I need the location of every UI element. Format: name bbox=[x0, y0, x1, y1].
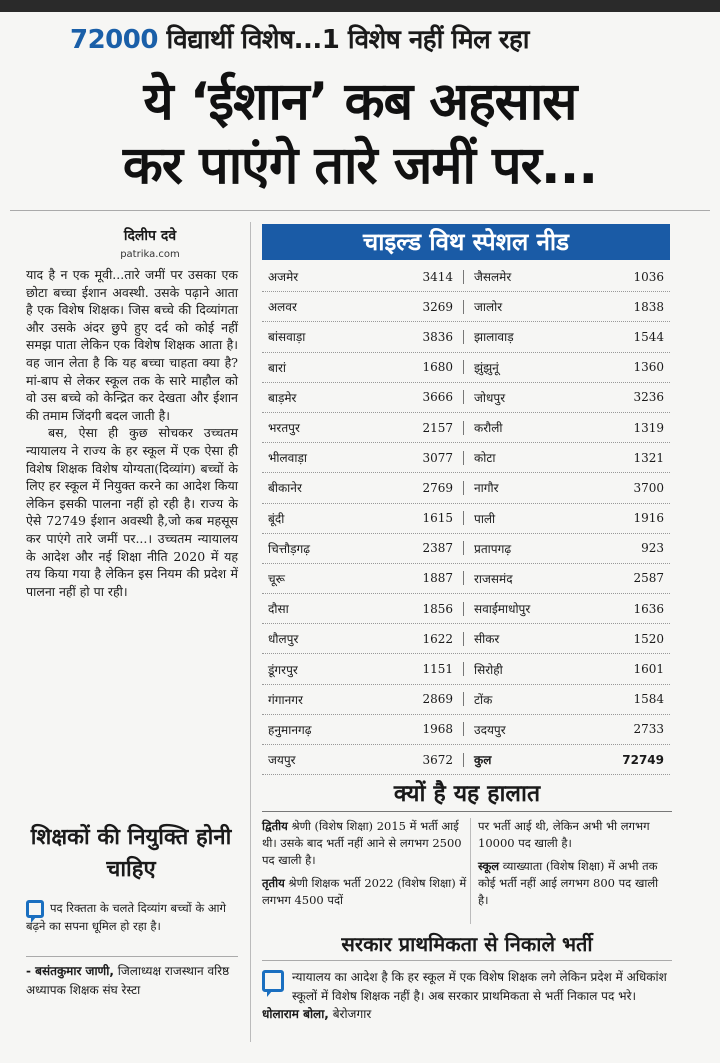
table-row bbox=[262, 624, 670, 654]
district-name: बारां bbox=[268, 360, 286, 375]
district-count: 1916 bbox=[633, 511, 664, 526]
table-title: चाइल्ड विथ स्पेशल नीड bbox=[262, 224, 670, 260]
district-name: राजसमंद bbox=[474, 571, 513, 586]
table-row bbox=[262, 715, 670, 745]
district-count: 2587 bbox=[633, 571, 664, 586]
byline bbox=[60, 226, 240, 260]
why-para-4 bbox=[478, 858, 672, 909]
side-heading: शिक्षकों की नियुक्ति होनी चाहिए bbox=[30, 825, 232, 882]
district-name: करौली bbox=[474, 421, 503, 436]
district-count: 1151 bbox=[370, 662, 464, 676]
table-row bbox=[262, 262, 670, 292]
district-name: अजमेर bbox=[268, 270, 299, 285]
district-name: भीलवाड़ा bbox=[268, 451, 307, 466]
district-name: धौलपुर bbox=[268, 632, 299, 647]
author-site: patrika.com bbox=[120, 249, 180, 260]
district-count: 2769 bbox=[370, 481, 464, 495]
district-count: 1544 bbox=[633, 329, 664, 344]
district-count: 1601 bbox=[633, 662, 664, 677]
quote-icon bbox=[26, 900, 44, 918]
district-name: कुल bbox=[474, 753, 492, 768]
district-name: बीकानेर bbox=[268, 481, 302, 496]
district-name: चूरू bbox=[268, 571, 285, 586]
district-name: झालावाड़ bbox=[474, 330, 514, 345]
district-count: 1615 bbox=[370, 511, 464, 525]
district-name: जैसलमेर bbox=[474, 270, 512, 285]
gov-divider bbox=[262, 960, 672, 961]
district-count: 3700 bbox=[633, 480, 664, 495]
side-signature bbox=[26, 962, 238, 1000]
body-paragraph-2: बस, ऐसा ही कुछ सोचकर उच्चतम न्यायालय ने राज्य के हर स्कूल में एक ऐसा ही विशेष शिक्षक विशेष योग्यता(दिव्यांग) बच्चों के लिए हर स्कूल में नियुक्त करने का आदेश किया लेकिन इसकी पालना नहीं हो रही है। राज्य के ऐसे 72749 ईशान अवस्थी है,जो कब महसूस कर पाएंगे तारे जमीं पर...। उच्चतम न्यायालय के आदेश और नई शिक्षा नीति 2020 में यह तय किया गया है लेकिन इस नियम की प्रदेश में पालना नहीं हो पा रही। bbox=[26, 425, 238, 599]
district-name: प्रतापगढ़ bbox=[474, 541, 512, 556]
table-row bbox=[262, 594, 670, 624]
district-table bbox=[262, 262, 670, 775]
district-count: 1968 bbox=[370, 722, 464, 736]
article-body bbox=[26, 266, 238, 600]
district-count: 1622 bbox=[370, 632, 464, 646]
sub-headline bbox=[70, 20, 710, 56]
district-count: 72749 bbox=[622, 752, 664, 767]
district-name: जोधपुर bbox=[474, 390, 506, 405]
district-count: 1887 bbox=[370, 571, 464, 585]
district-count: 2869 bbox=[370, 692, 464, 706]
side-quote bbox=[26, 900, 238, 935]
why-para-1-text: श्रेणी (विशेष शिक्षा) 2015 में भर्ती आई थी। उसके बाद भर्ती नहीं आने से लगभग 2500 पद खाली है। bbox=[262, 819, 462, 867]
why-column-2 bbox=[478, 818, 672, 915]
district-name: बूंदी bbox=[268, 511, 285, 526]
why-para-2-text: श्रेणी शिक्षक भर्ती 2022 (विशेष शिक्षा) में लगभग 4500 पदों bbox=[262, 876, 467, 907]
district-count: 1636 bbox=[633, 601, 664, 616]
district-count: 1856 bbox=[370, 602, 464, 616]
district-name: हनुमानगढ़ bbox=[268, 722, 312, 737]
district-name: भरतपुर bbox=[268, 421, 300, 436]
top-border bbox=[0, 0, 720, 12]
district-count: 3077 bbox=[370, 451, 464, 465]
why-para-2-lead: तृतीय bbox=[262, 876, 285, 890]
table-row bbox=[262, 504, 670, 534]
district-count: 3269 bbox=[370, 300, 464, 314]
table-row bbox=[262, 383, 670, 413]
gov-heading: सरकार प्राथमिकता से निकाले भर्ती bbox=[341, 932, 593, 956]
table-row bbox=[262, 654, 670, 684]
district-name: बांसवाड़ा bbox=[268, 330, 306, 345]
district-count: 3836 bbox=[370, 330, 464, 344]
district-count: 3666 bbox=[370, 390, 464, 404]
district-count: 3414 bbox=[370, 270, 464, 284]
why-para-2 bbox=[262, 875, 472, 909]
district-name: जयपुर bbox=[268, 753, 296, 768]
column-divider bbox=[250, 222, 251, 1042]
district-count: 1584 bbox=[633, 692, 664, 707]
gov-quote bbox=[262, 968, 672, 1024]
district-count: 923 bbox=[641, 541, 664, 556]
table-row bbox=[262, 353, 670, 383]
side-signature-role: जिलाध्यक्ष राजस्थान वरिष्ठ अध्यापक शिक्षक संघ रेस्टा bbox=[26, 964, 230, 997]
district-name: सिरोही bbox=[474, 662, 503, 677]
district-count: 1360 bbox=[633, 360, 664, 375]
district-count: 1838 bbox=[633, 299, 664, 314]
district-count: 2733 bbox=[633, 722, 664, 737]
table-row bbox=[262, 322, 670, 352]
gov-signature-role: बेरोजगार bbox=[328, 1007, 372, 1021]
table-row bbox=[262, 443, 670, 473]
table-row bbox=[262, 685, 670, 715]
why-divider bbox=[262, 811, 672, 812]
district-count: 2157 bbox=[370, 421, 464, 435]
table-row bbox=[262, 745, 670, 775]
table-row bbox=[262, 292, 670, 322]
gov-quote-text: न्यायालय का आदेश है कि हर स्कूल में एक विशेष शिक्षक लगे लेकिन प्रदेश में अधिकांश स्कूलों में विशेष शिक्षक नहीं है। अब सरकार प्राथमिकता से भर्ती निकाल पद भरे। bbox=[292, 970, 667, 1003]
sub-headline-text: विद्यार्थी विशेष...1 विशेष नहीं मिल रहा bbox=[157, 25, 530, 55]
side-quote-text: पद रिक्तता के चलते दिव्यांग बच्चों के आगे बढ़ने का सपना धूमिल हो रहा है। bbox=[26, 901, 227, 933]
table-row bbox=[262, 473, 670, 503]
headline-divider bbox=[10, 210, 710, 211]
body-paragraph-1: याद है न एक मूवी...तारे जमीं पर उसका एक छोटा बच्चा ईशान अवस्थी. उसके पढ़ाने आता है एक विशेष शिक्षक। जिस बच्चे की दिव्यांगता और उसके अंदर छुपे हुए दर्द को कोई नहीं समझ पाता लेकिन एक विशेष शिक्षक आता है। वह जान लेता है कि यह बच्चा चाहता क्या है? मां-बाप से लेकर स्कूल तक के सारे माहौल को वो उस बच्चे को केन्द्रित कर देखता और ईशान की तमाम जिंदगी बदल जाती है। bbox=[26, 267, 238, 423]
table-row bbox=[262, 534, 670, 564]
quote-icon bbox=[262, 970, 284, 992]
district-name: नागौर bbox=[474, 481, 499, 496]
headline-line-2: कर पाएंगे तारे जमीं पर... bbox=[122, 136, 598, 196]
district-count: 3236 bbox=[633, 390, 664, 405]
headline-line-1: ये ‘ईशान’ कब अहसास bbox=[143, 72, 577, 132]
table-row bbox=[262, 413, 670, 443]
why-para-3: पर भर्ती आई थी, लेकिन अभी भी लगभग 10000 पद खाली है। bbox=[478, 819, 650, 850]
district-count: 1680 bbox=[370, 360, 464, 374]
author-name: दिलीप दवे bbox=[123, 228, 177, 244]
district-name: बाड़मेर bbox=[268, 390, 297, 405]
district-name: सीकर bbox=[474, 632, 500, 647]
why-heading: क्यों है यह हालात bbox=[393, 781, 541, 807]
district-name: कोटा bbox=[474, 451, 496, 466]
table-row bbox=[262, 564, 670, 594]
gov-signature-name: धोलाराम बोला, bbox=[262, 1007, 329, 1021]
district-name: पाली bbox=[474, 511, 496, 526]
district-count: 1321 bbox=[633, 450, 664, 465]
district-count: 1036 bbox=[633, 269, 664, 284]
side-divider bbox=[26, 956, 238, 957]
why-para-4-lead: स्कूल bbox=[478, 859, 500, 873]
side-signature-name: - बसंतकुमार जाणी, bbox=[26, 964, 114, 978]
district-count: 1520 bbox=[633, 631, 664, 646]
why-column-1 bbox=[262, 818, 472, 915]
district-name: जालोर bbox=[474, 300, 503, 315]
main-headline bbox=[0, 70, 720, 198]
district-count: 1319 bbox=[633, 420, 664, 435]
district-name: झुंझुनूं bbox=[474, 360, 499, 375]
district-name: उदयपुर bbox=[474, 722, 506, 737]
district-name: गंगानगर bbox=[268, 692, 303, 707]
district-count: 2387 bbox=[370, 541, 464, 555]
district-name: अलवर bbox=[268, 300, 297, 315]
why-para-4-text: व्याख्याता (विशेष शिक्षा) में अभी तक कोई भर्ती नहीं आई लगभग 800 पद खाली है। bbox=[478, 859, 659, 907]
district-name: चित्तौड़गढ़ bbox=[268, 541, 311, 556]
district-name: डूंगरपुर bbox=[268, 662, 298, 677]
why-para-1 bbox=[262, 818, 472, 869]
district-name: टोंक bbox=[474, 692, 493, 707]
district-name: दौसा bbox=[268, 602, 289, 617]
why-para-1-lead: द्वितीय bbox=[262, 819, 288, 833]
sub-headline-number: 72000 bbox=[70, 25, 158, 55]
why-column-divider bbox=[470, 818, 471, 924]
district-count: 3672 bbox=[370, 753, 464, 767]
district-name: सवाईमाधोपुर bbox=[474, 602, 531, 617]
